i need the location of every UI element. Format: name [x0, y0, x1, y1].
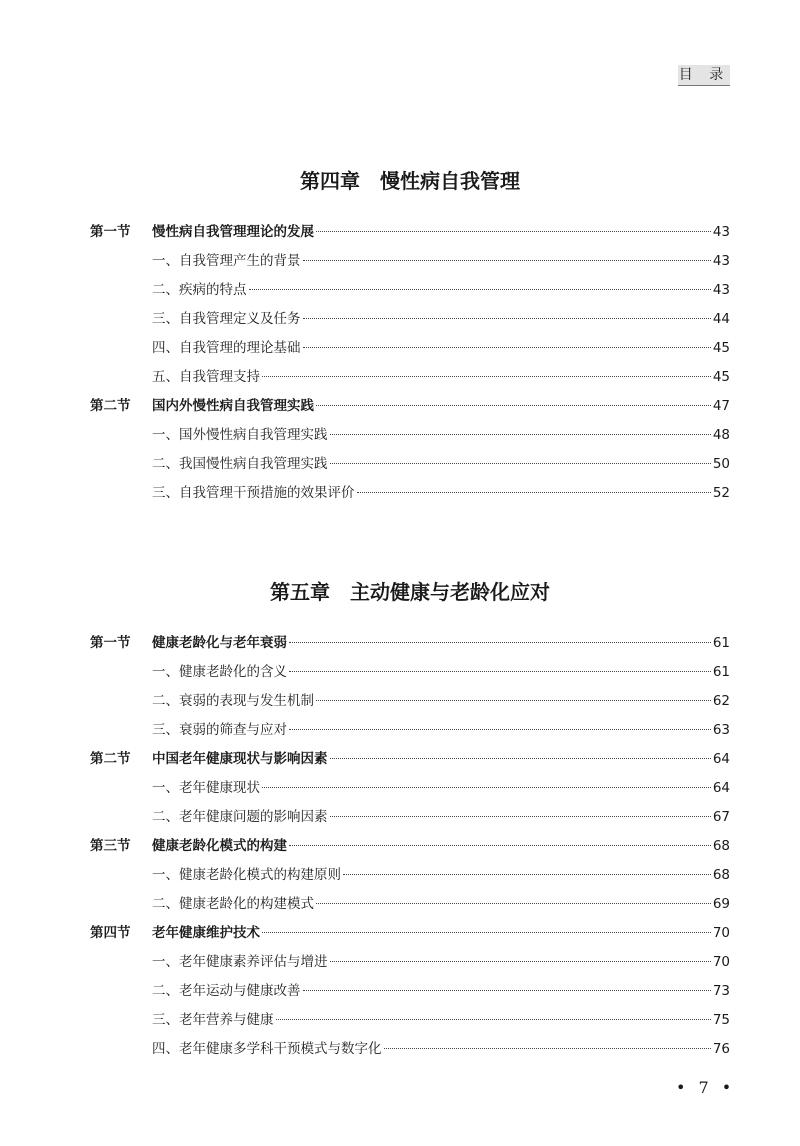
- dot-leader: [330, 463, 711, 464]
- section-number: 第二节: [90, 398, 131, 414]
- chapter-4: [90, 166, 730, 508]
- dot-leader: [357, 492, 711, 493]
- toc-item-row[interactable]: [90, 479, 730, 508]
- entry-title: 二、老年运动与健康改善: [152, 983, 301, 999]
- dot-leader: [330, 816, 711, 817]
- section-number: 第一节: [90, 635, 131, 651]
- toc-entries: [90, 629, 730, 1064]
- dot-leader: [343, 874, 711, 875]
- dot-leader: [384, 1048, 711, 1049]
- entry-title: 一、老年健康现状: [152, 780, 260, 796]
- page-ref: 45: [712, 340, 730, 356]
- page-ref: 43: [712, 282, 730, 298]
- entry-title: 四、老年健康多学科干预模式与数字化: [152, 1041, 382, 1057]
- section-number: 第一节: [90, 224, 131, 240]
- chapter-title: 第五章 主动健康与老龄化应对: [270, 580, 550, 604]
- chapter-5: [90, 577, 730, 1064]
- page-ref: 62: [712, 693, 730, 709]
- dot-leader: [249, 289, 711, 290]
- entry-title: 二、我国慢性病自我管理实践: [152, 456, 328, 472]
- page-ref: 61: [712, 635, 730, 651]
- dot-leader: [316, 231, 711, 232]
- page-ref: 73: [712, 983, 730, 999]
- toc-item-row[interactable]: [90, 948, 730, 977]
- entry-title: 国内外慢性病自我管理实践: [152, 398, 314, 414]
- page-ref: 68: [712, 838, 730, 854]
- page-ref: 43: [712, 253, 730, 269]
- page-ref: 68: [712, 867, 730, 883]
- toc-section-row[interactable]: [90, 218, 730, 247]
- dot-leader: [303, 318, 711, 319]
- page-ref: 75: [712, 1012, 730, 1028]
- dot-leader: [289, 671, 711, 672]
- page-ref: 76: [712, 1041, 730, 1057]
- entry-title: 三、自我管理定义及任务: [152, 311, 301, 327]
- dot-leader: [303, 347, 711, 348]
- toc-section-row[interactable]: [90, 832, 730, 861]
- toc-item-row[interactable]: [90, 1006, 730, 1035]
- toc-item-row[interactable]: [90, 276, 730, 305]
- dot-leader: [262, 787, 711, 788]
- dot-leader: [289, 642, 711, 643]
- dot-leader: [303, 990, 711, 991]
- dot-leader: [303, 260, 711, 261]
- page-number: • 7 •: [676, 1078, 736, 1097]
- page-ref: 67: [712, 809, 730, 825]
- page-ref: 70: [712, 954, 730, 970]
- toc-item-row[interactable]: [90, 305, 730, 334]
- entry-title: 一、健康老龄化的含义: [152, 664, 287, 680]
- entry-title: 一、健康老龄化模式的构建原则: [152, 867, 341, 883]
- section-number: 第四节: [90, 925, 131, 941]
- entry-title: 老年健康维护技术: [152, 925, 260, 941]
- entry-title: 二、老年健康问题的影响因素: [152, 809, 328, 825]
- entry-title: 二、衰弱的表现与发生机制: [152, 693, 314, 709]
- page-ref: 45: [712, 369, 730, 385]
- entry-title: 一、老年健康素养评估与增进: [152, 954, 328, 970]
- toc-section-row[interactable]: [90, 919, 730, 948]
- toc-item-row[interactable]: [90, 334, 730, 363]
- toc-item-row[interactable]: [90, 861, 730, 890]
- chapter-title: 第四章 慢性病自我管理: [300, 169, 520, 193]
- dot-leader: [289, 845, 711, 846]
- toc-section-row[interactable]: [90, 629, 730, 658]
- toc-entries: [90, 218, 730, 508]
- toc-item-row[interactable]: [90, 421, 730, 450]
- toc-item-row[interactable]: [90, 774, 730, 803]
- page-ref: 48: [712, 427, 730, 443]
- entry-title: 五、自我管理支持: [152, 369, 260, 385]
- dot-leader: [330, 434, 711, 435]
- dot-leader: [330, 961, 711, 962]
- entry-title: 健康老龄化与老年衰弱: [152, 635, 287, 651]
- entry-title: 二、疾病的特点: [152, 282, 247, 298]
- section-number: 第二节: [90, 751, 131, 767]
- dot-leader: [316, 903, 711, 904]
- page-ref: 44: [712, 311, 730, 327]
- dot-leader: [262, 376, 711, 377]
- toc-section-row[interactable]: [90, 392, 730, 421]
- entry-title: 三、老年营养与健康: [152, 1012, 274, 1028]
- page-ref: 50: [712, 456, 730, 472]
- entry-title: 慢性病自我管理理论的发展: [152, 224, 314, 240]
- toc-item-row[interactable]: [90, 803, 730, 832]
- toc-item-row[interactable]: [90, 363, 730, 392]
- page-ref: 64: [712, 780, 730, 796]
- toc-section-row[interactable]: [90, 745, 730, 774]
- page-ref: 52: [712, 485, 730, 501]
- entry-title: 四、自我管理的理论基础: [152, 340, 301, 356]
- page-ref: 61: [712, 664, 730, 680]
- toc-item-row[interactable]: [90, 658, 730, 687]
- page-ref: 47: [712, 398, 730, 414]
- entry-title: 三、衰弱的筛查与应对: [152, 722, 287, 738]
- toc-item-row[interactable]: [90, 716, 730, 745]
- dot-leader: [262, 932, 711, 933]
- toc-item-row[interactable]: [90, 1035, 730, 1064]
- section-number: 第三节: [90, 838, 131, 854]
- entry-title: 二、健康老龄化的构建模式: [152, 896, 314, 912]
- page-ref: 64: [712, 751, 730, 767]
- dot-leader: [330, 758, 711, 759]
- toc-item-row[interactable]: [90, 890, 730, 919]
- entry-title: 健康老龄化模式的构建: [152, 838, 287, 854]
- dot-leader: [276, 1019, 711, 1020]
- dot-leader: [316, 405, 711, 406]
- toc-item-row[interactable]: [90, 977, 730, 1006]
- dot-leader: [289, 729, 711, 730]
- page-ref: 43: [712, 224, 730, 240]
- toc-item-row[interactable]: [90, 247, 730, 276]
- page-ref: 70: [712, 925, 730, 941]
- entry-title: 一、国外慢性病自我管理实践: [152, 427, 328, 443]
- entry-title: 三、自我管理干预措施的效果评价: [152, 485, 355, 501]
- entry-title: 中国老年健康现状与影响因素: [152, 751, 328, 767]
- toc-item-row[interactable]: [90, 687, 730, 716]
- entry-title: 一、自我管理产生的背景: [152, 253, 301, 269]
- header-section-tag: 目 录: [678, 65, 730, 86]
- dot-leader: [316, 700, 711, 701]
- toc-item-row[interactable]: [90, 450, 730, 479]
- page-ref: 63: [712, 722, 730, 738]
- page-ref: 69: [712, 896, 730, 912]
